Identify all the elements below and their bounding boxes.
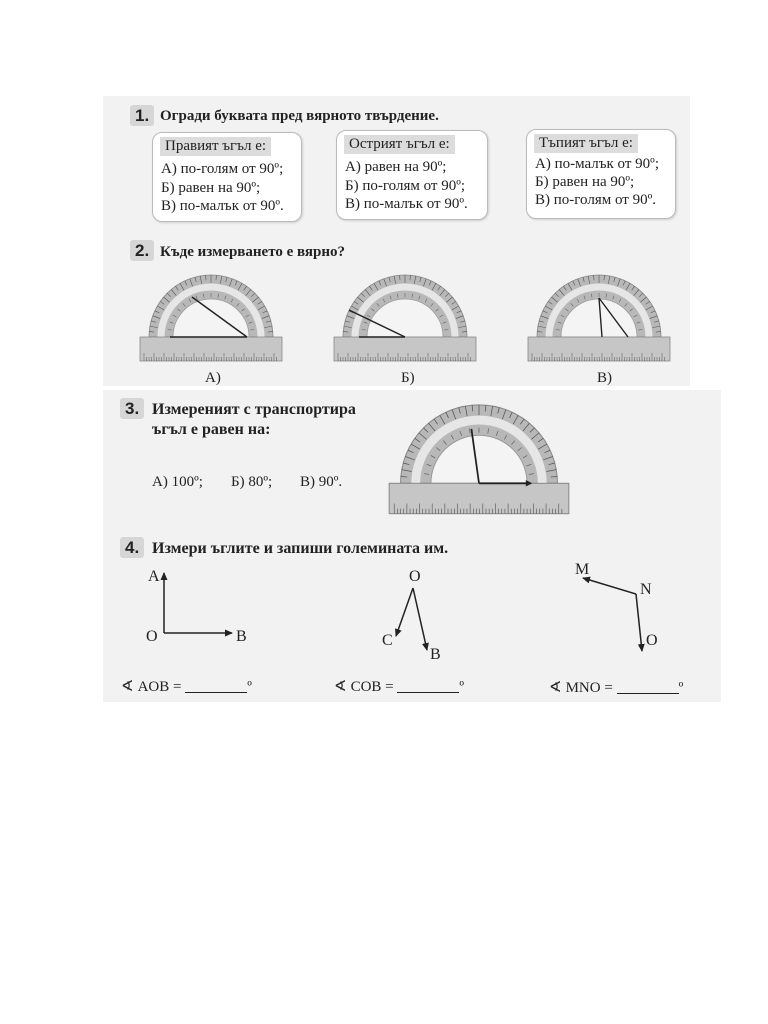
angle-symbol-icon: ∢ (334, 679, 347, 695)
right-angle-option-b[interactable]: Б) равен на 90º; (161, 180, 261, 196)
answer-cob (334, 677, 464, 696)
acute-angle-option-a[interactable]: А) равен на 90º; (345, 159, 447, 175)
answer-cob-blank[interactable] (397, 678, 459, 693)
acute-angle-heading: Острият ъгъл е: (344, 135, 455, 154)
answer-aob-unit: º (247, 679, 252, 695)
right-angle-option-c[interactable]: В) по-малък от 90º. (161, 198, 284, 214)
question-4-number: 4. (120, 537, 144, 558)
answer-mno-blank[interactable] (617, 679, 679, 694)
ray-ob-2 (413, 588, 427, 650)
ray-nm (583, 578, 636, 594)
question-3-option-a[interactable]: А) 100º; (152, 474, 203, 490)
answer-cob-equals: = (385, 679, 394, 695)
answer-aob-name: AOB (137, 679, 170, 695)
answer-mno-name: MNO (565, 680, 601, 696)
question-2-text: Къде измерването е вярно? (160, 244, 346, 260)
angle-symbol-icon: ∢ (121, 679, 134, 695)
point-o-label-3: O (646, 632, 658, 649)
point-a-label: A (148, 568, 160, 585)
measurement-a-label[interactable]: А) (205, 370, 221, 386)
right-angle-heading: Правият ъгъл е: (160, 137, 271, 156)
measurement-b-label[interactable]: Б) (401, 370, 415, 386)
ray-no (636, 594, 642, 651)
right-angle-option-a[interactable]: А) по-голям от 90º; (161, 161, 284, 177)
question-3-number: 3. (120, 398, 144, 419)
obtuse-angle-option-b[interactable]: Б) равен на 90º; (535, 174, 635, 190)
point-m-label: M (575, 561, 590, 578)
angle-symbol-icon: ∢ (549, 680, 562, 696)
question-3-option-c[interactable]: В) 90º. (300, 474, 343, 490)
point-b-label-2: B (430, 646, 441, 663)
question-3-text-line-1: Измереният с транспортира (152, 401, 356, 418)
point-c-label: C (382, 632, 393, 649)
point-o-label-2: O (409, 568, 421, 585)
measurement-c-label[interactable]: В) (597, 370, 612, 386)
acute-angle-option-c[interactable]: В) по-малък от 90º. (345, 196, 468, 212)
answer-aob (121, 677, 252, 696)
point-n-label: N (640, 581, 652, 598)
point-o-label-1: O (146, 628, 158, 645)
question-4-text: Измери ъглите и запиши големината им. (152, 540, 449, 557)
question-2-number: 2. (130, 240, 154, 261)
ray-oc (396, 588, 413, 636)
answer-mno-equals: = (604, 680, 613, 696)
question-1-number: 1. (130, 105, 154, 126)
obtuse-angle-heading: Тъпият ъгъл е: (534, 134, 638, 153)
acute-angle-option-b[interactable]: Б) по-голям от 90º; (345, 178, 466, 194)
answer-aob-blank[interactable] (185, 678, 247, 693)
question-3-option-b[interactable]: Б) 80º; (231, 474, 273, 490)
obtuse-angle-option-c[interactable]: В) по-голям от 90º. (535, 192, 656, 208)
question-1-text: Огради буквата пред вярното твърдение. (160, 108, 439, 124)
obtuse-angle-option-a[interactable]: А) по-малък от 90º; (535, 156, 659, 172)
answer-mno (549, 678, 683, 697)
point-b-label-1: B (236, 628, 247, 645)
answer-cob-unit: º (459, 679, 465, 695)
question-3-text-line-2: ъгъл е равен на: (152, 421, 271, 438)
answer-cob-name: COB (350, 679, 382, 695)
answer-aob-equals: = (173, 679, 182, 695)
answer-mno-unit: º (678, 680, 684, 696)
